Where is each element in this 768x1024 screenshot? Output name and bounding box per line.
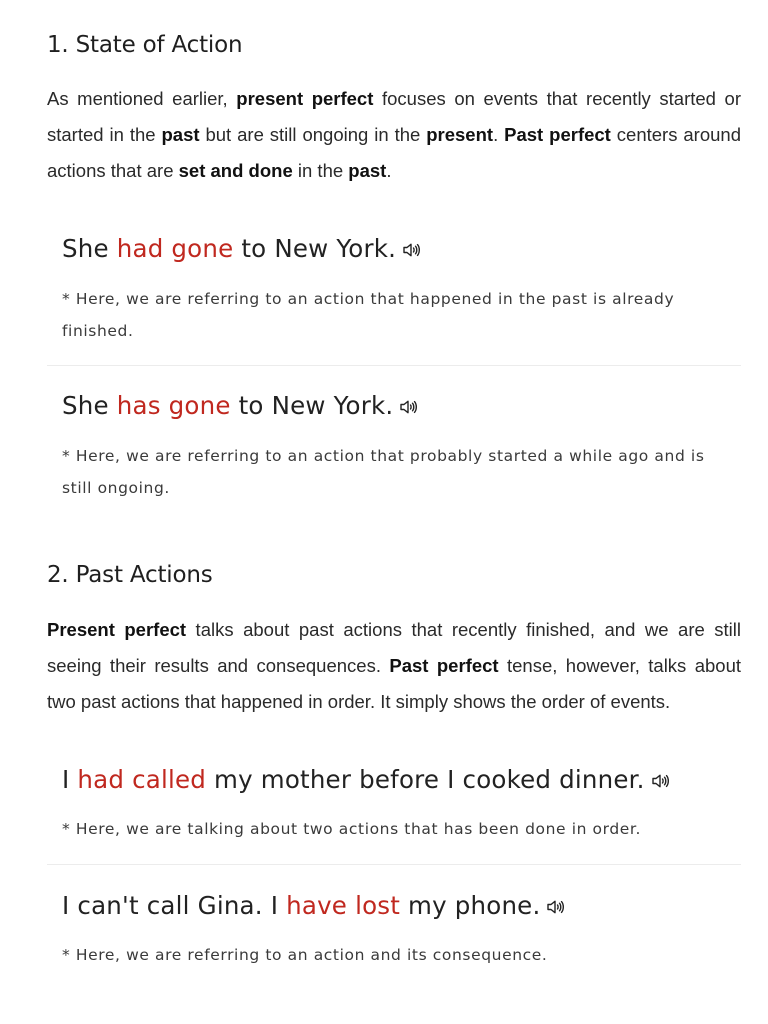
speaker-icon[interactable] xyxy=(546,899,564,915)
example-sentence xyxy=(62,765,669,794)
example-sentence xyxy=(62,391,417,420)
sentence-text: I can't call Gina. I have lost my phone. xyxy=(62,891,541,920)
bold-term: past xyxy=(348,160,387,181)
bold-term: Past perfect xyxy=(389,655,499,676)
section-title: 1. State of Action xyxy=(47,32,243,58)
speaker-icon[interactable] xyxy=(402,242,420,258)
example-sentence xyxy=(62,891,564,920)
divider xyxy=(47,864,741,865)
sentence-text: I had called my mother before I cooked dinner. xyxy=(62,765,645,794)
example-sentence xyxy=(62,234,420,263)
example-note: * Here, we are referring to an action that happened in the past is already finished. xyxy=(62,290,675,340)
bold-term: Present perfect xyxy=(47,619,187,640)
bold-term: present xyxy=(426,124,494,145)
speaker-icon[interactable] xyxy=(399,399,417,415)
bold-term: set and done xyxy=(178,160,293,181)
sentence-text: She has gone to New York. xyxy=(62,391,394,420)
example-note: * Here, we are referring to an action and its consequence. xyxy=(62,946,548,964)
highlighted-verb: had called xyxy=(77,765,207,794)
example-note: * Here, we are referring to an action that probably started a while ago and is still ongoing. xyxy=(62,447,705,497)
speaker-icon[interactable] xyxy=(651,773,669,789)
bold-term: past xyxy=(161,124,200,145)
highlighted-verb: has gone xyxy=(116,391,231,420)
section-paragraph: As mentioned earlier, present perfect focuses on events that recently started or started in the past but are still ongoing in the present. Past perfect centers around actions that are set and done in the past. xyxy=(47,88,741,181)
section-title: 2. Past Actions xyxy=(47,562,213,588)
section-paragraph: Present perfect talks about past actions that recently finished, and we are still seeing their results and consequences. Past perfect tense, however, talks about two past actions that happened in order. It simply shows the order of events. xyxy=(47,619,742,712)
divider xyxy=(47,365,741,366)
bold-term: present perfect xyxy=(236,88,374,109)
bold-term: Past perfect xyxy=(504,124,611,145)
example-note: * Here, we are talking about two actions that has been done in order. xyxy=(62,820,641,838)
sentence-text: She had gone to New York. xyxy=(62,234,397,263)
highlighted-verb: have lost xyxy=(286,891,401,920)
highlighted-verb: had gone xyxy=(116,234,234,263)
